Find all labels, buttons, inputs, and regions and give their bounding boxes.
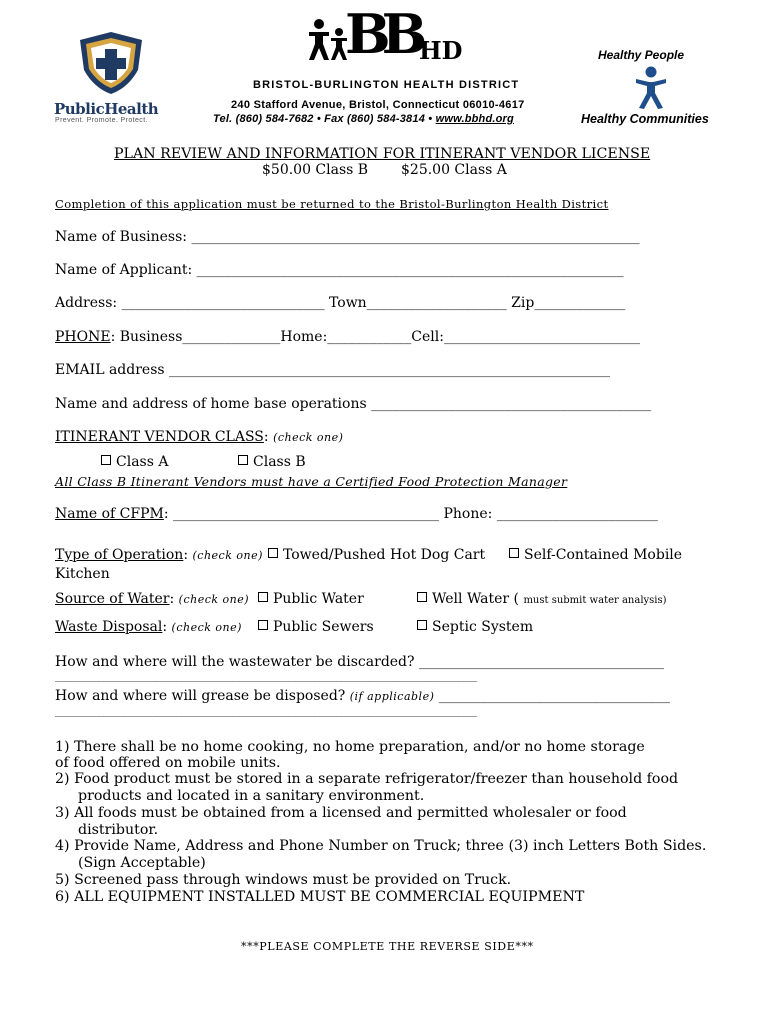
class-b-option[interactable] — [238, 454, 306, 470]
healthy-people-label: Healthy People — [598, 48, 685, 62]
district-address: 240 Stafford Avenue, Bristol, Connecticut 06010-4617 — [231, 99, 525, 111]
hot-dog-cart-checkbox[interactable] — [268, 548, 278, 558]
grease-question-row[interactable] — [55, 688, 670, 704]
district-name: BRISTOL-BURLINGTON HEALTH DISTRICT — [253, 79, 520, 91]
town-field[interactable]: ____________________ — [366, 295, 507, 311]
logo-title: PublicHealth — [54, 100, 159, 118]
septic-label: Septic System — [432, 619, 534, 635]
grease-answer-line[interactable]: __________________________________________________________________________________ — [55, 705, 478, 717]
waste-label: Waste Disposal — [55, 619, 163, 635]
district-contact — [213, 113, 514, 125]
fee-class-a: $25.00 Class A — [401, 162, 507, 178]
operation-row: Type of Operation: (check one) — [55, 547, 263, 563]
class-a-checkbox[interactable] — [101, 455, 111, 465]
phone-fields[interactable]: : Business______________Home:____________Cell:____________________________ — [110, 329, 640, 345]
well-water-checkbox[interactable] — [417, 592, 427, 602]
contact-phones: Tel. (860) 584-7682 • Fax (860) 584-3814 • — [213, 113, 436, 125]
operation-label: Type of Operation — [55, 547, 184, 563]
wastewater-answer-line[interactable]: __________________________________________________________________________________ — [55, 670, 478, 682]
hot-dog-cart-option[interactable] — [268, 547, 485, 563]
public-water-option[interactable] — [258, 591, 364, 607]
rule-5: 5) Screened pass through windows must be provided on Truck. — [55, 872, 512, 888]
waste-row: Waste Disposal: (check one) — [55, 619, 242, 635]
shield-icon — [76, 30, 146, 96]
vendor-class-check-note: (check one) — [273, 431, 344, 444]
public-sewers-label: Public Sewers — [273, 619, 374, 635]
class-b-note: All Class B Itinerant Vendors must have a Certified Food Protection Manager — [55, 474, 568, 489]
public-health-logo — [52, 30, 167, 126]
cfpm-phone-field[interactable]: Phone: _______________________ — [443, 506, 658, 522]
business-name-field[interactable]: Name of Business: ________________________________________________________________ — [55, 229, 640, 245]
mobile-kitchen-label-cont: Kitchen — [55, 566, 110, 582]
wastewater-question[interactable]: How and where will the wastewater be discarded? ___________________________________ — [55, 654, 664, 670]
public-sewers-checkbox[interactable] — [258, 620, 268, 630]
grease-field[interactable]: _________________________________ — [438, 688, 670, 704]
well-water-note: must submit water analysis) — [523, 595, 667, 606]
rule-2-cont: products and located in a sanitary environment. — [78, 788, 425, 804]
rule-4-cont: (Sign Acceptable) — [78, 855, 206, 871]
town-label: Town — [324, 295, 367, 311]
class-a-option[interactable] — [101, 454, 168, 470]
public-water-label: Public Water — [273, 591, 364, 607]
well-water-label: Well Water ( — [432, 591, 519, 607]
mobile-kitchen-option[interactable] — [509, 547, 682, 563]
septic-option[interactable] — [417, 619, 533, 635]
person-icon — [634, 66, 668, 110]
class-b-label: Class B — [253, 454, 306, 470]
public-water-checkbox[interactable] — [258, 592, 268, 602]
address-field[interactable]: _____________________________ — [121, 295, 325, 311]
cfpm-field[interactable]: : ______________________________________ — [163, 506, 444, 522]
septic-checkbox[interactable] — [417, 620, 427, 630]
home-base-field[interactable]: Name and address of home base operations ________________________________________ — [55, 396, 652, 412]
rule-1: 1) There shall be no home cooking, no home preparation, and/or no home storage — [55, 739, 645, 755]
website-link[interactable]: www.bbhd.org — [435, 113, 514, 125]
bbhd-logo-hd: HD — [419, 36, 463, 65]
mobile-kitchen-checkbox[interactable] — [509, 548, 519, 558]
address-label: Address: — [55, 295, 122, 311]
zip-label: Zip — [506, 295, 535, 311]
grease-question: How and where will grease be disposed? — [55, 688, 346, 704]
waste-check-note: (check one) — [171, 621, 242, 634]
bbhd-logo — [305, 2, 470, 68]
address-row — [55, 295, 625, 311]
rule-1-cont: of food offered on mobile units. — [55, 755, 281, 771]
operation-check-note: (check one) — [192, 549, 263, 562]
phone-row[interactable] — [55, 329, 640, 345]
grease-note: (if applicable) — [349, 690, 435, 703]
vendor-class-label: ITINERANT VENDOR CLASS — [55, 429, 264, 445]
cfpm-label: Name of CFPM — [55, 506, 164, 522]
cfpm-row[interactable] — [55, 506, 658, 522]
form-title: PLAN REVIEW AND INFORMATION FOR ITINERANT VENDOR LICENSE — [114, 146, 651, 162]
instruction-text: Completion of this application must be returned to the Bristol-Burlington Health District — [55, 197, 609, 211]
email-field[interactable]: EMAIL address _______________________________________________________________ — [55, 362, 611, 378]
healthy-communities-label: Healthy Communities — [581, 112, 709, 126]
mobile-kitchen-label: Self-Contained Mobile — [524, 547, 683, 563]
rule-4: 4) Provide Name, Address and Phone Number on Truck; three (3) inch Letters Both Sides. — [55, 838, 707, 854]
water-row: Source of Water: (check one) — [55, 591, 250, 607]
class-a-label: Class A — [116, 454, 169, 470]
rule-3-cont: distributor. — [78, 822, 159, 838]
vendor-class-row: ITINERANT VENDOR CLASS: (check one) — [55, 429, 344, 445]
water-label: Source of Water — [55, 591, 170, 607]
rule-3: 3) All foods must be obtained from a licensed and permitted wholesaler or food — [55, 805, 627, 821]
well-water-option[interactable] — [417, 591, 667, 607]
hot-dog-cart-label: Towed/Pushed Hot Dog Cart — [283, 547, 486, 563]
rule-2: 2) Food product must be stored in a separate refrigerator/freezer than household food — [55, 771, 679, 787]
logo-tagline: Prevent. Promote. Protect. — [55, 117, 148, 124]
phone-label: PHONE — [55, 329, 111, 345]
reverse-side-note: ***PLEASE COMPLETE THE REVERSE SIDE*** — [241, 940, 534, 953]
applicant-name-field[interactable]: Name of Applicant: _____________________________________________________________ — [55, 262, 624, 278]
fee-class-b: $50.00 Class B — [262, 162, 369, 178]
bbhd-logo-text: BB — [345, 2, 419, 66]
zip-field[interactable]: _____________ — [534, 295, 626, 311]
water-check-note: (check one) — [178, 593, 250, 606]
public-sewers-option[interactable] — [258, 619, 374, 635]
rule-6: 6) ALL EQUIPMENT INSTALLED MUST BE COMMERCIAL EQUIPMENT — [55, 889, 585, 905]
class-b-checkbox[interactable] — [238, 455, 248, 465]
